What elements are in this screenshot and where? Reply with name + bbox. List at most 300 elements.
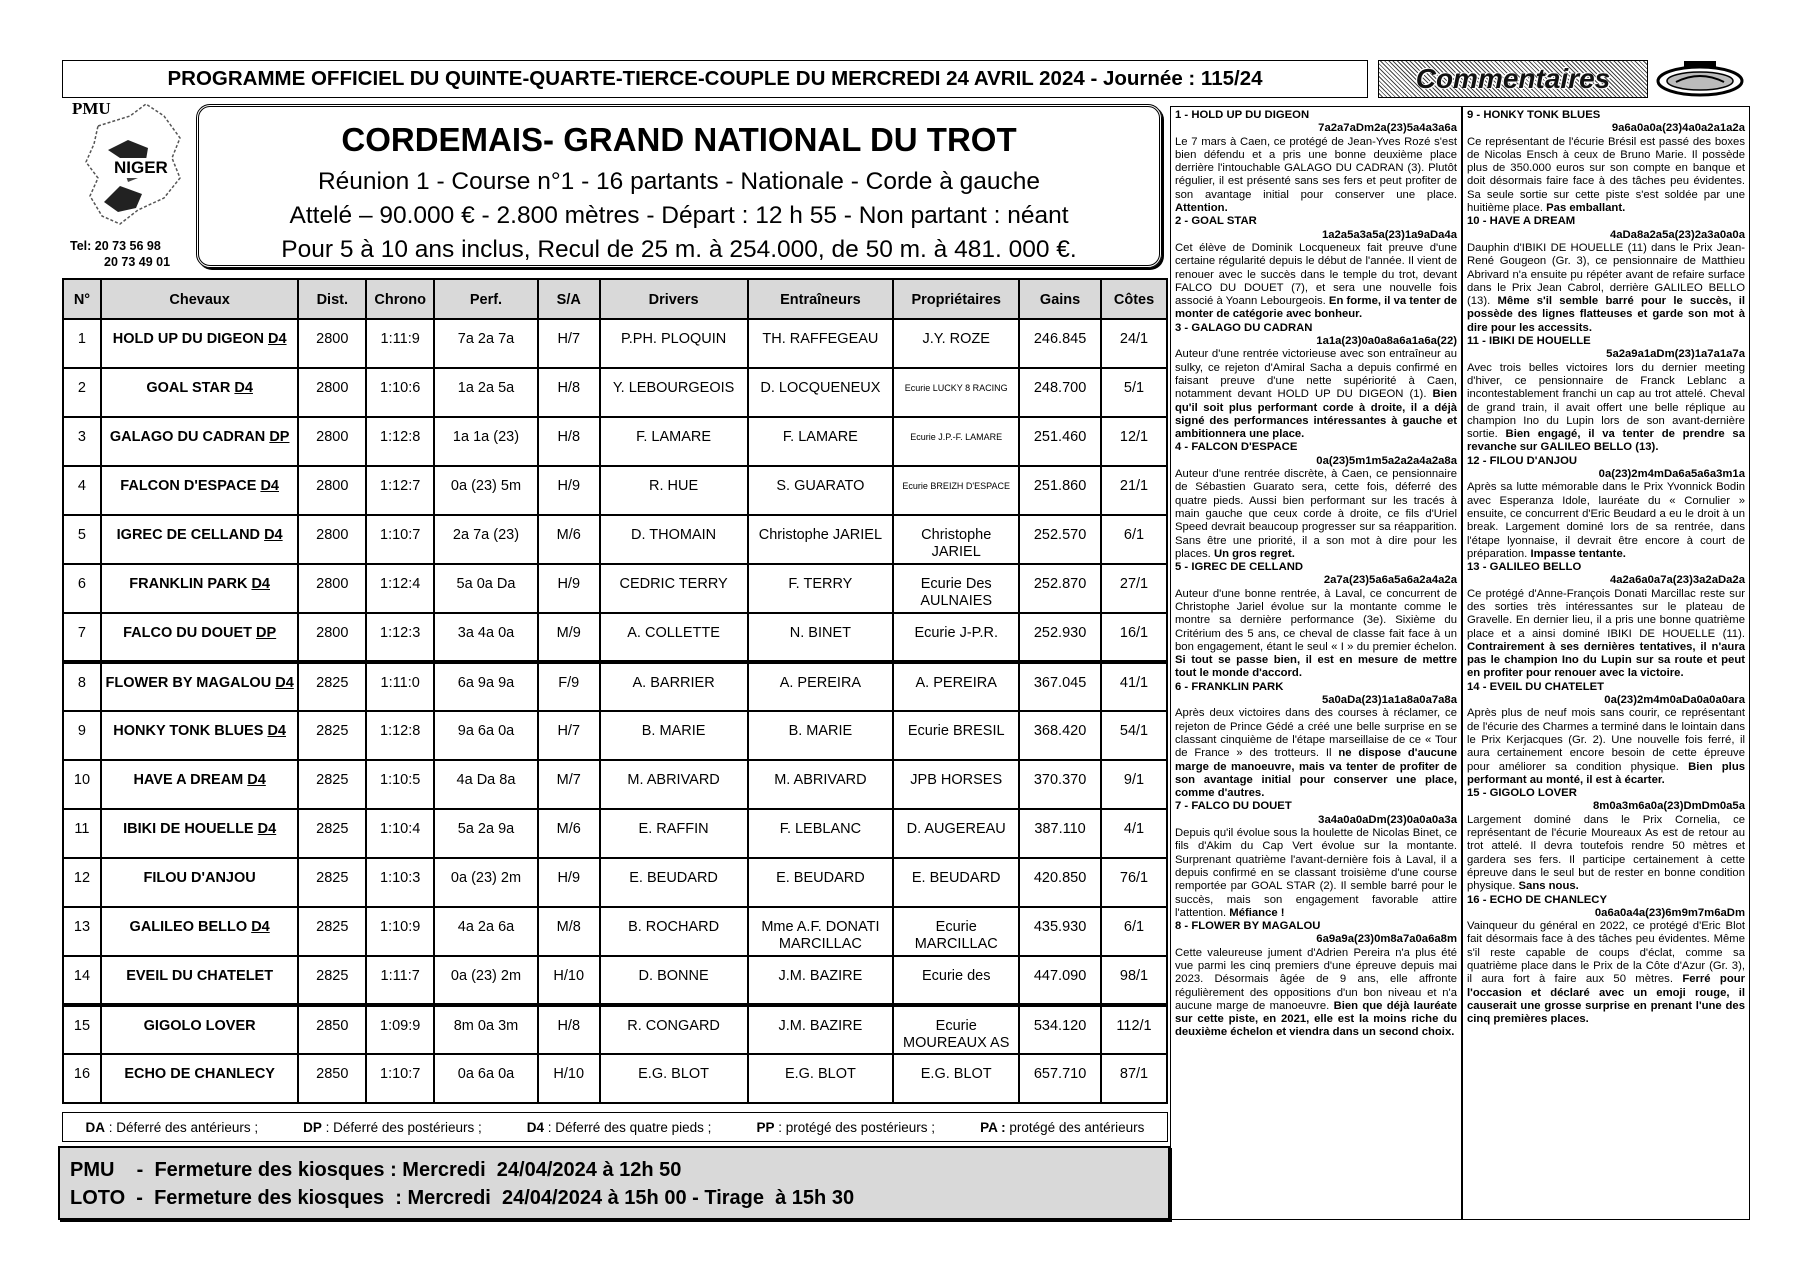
- driver-cell: B. MARIE: [600, 711, 748, 760]
- driver-cell: CEDRIC TERRY: [600, 564, 748, 613]
- driver-cell: F. LAMARE: [600, 417, 748, 466]
- runner-number-cell: 2: [63, 368, 101, 417]
- trainer-cell: J.M. BAZIRE: [748, 1005, 894, 1054]
- runner-number-cell: 3: [63, 417, 101, 466]
- shoeing-tag: D4: [257, 821, 277, 837]
- comment-form-code: 7a2a7aDm2a(23)5a4a3a6a: [1318, 122, 1457, 135]
- trainer-cell: A. PEREIRA: [748, 662, 894, 711]
- chrono-cell: 1:12:8: [366, 711, 434, 760]
- comment-text: [1467, 481, 1745, 561]
- comment-text: [1467, 588, 1745, 681]
- pmu-closing-line: PMU - Fermeture des kiosques : Mercredi 24/04/2024 à 12h 50: [70, 1159, 682, 1181]
- col-header-perf: Perf.: [434, 279, 538, 319]
- legend-item: [303, 1120, 482, 1135]
- runner-number-cell: 9: [63, 711, 101, 760]
- sex-age-cell: H/8: [538, 368, 600, 417]
- comment-body: Ce protégé d'Anne-François Donati Marcillac reste sur des sorties très intéressantes sur le plateau de Gravelle. En dernier lieu, il a pris une bonne quatrième place et a ainsi dominé IBIKI DE HOUELLE (11).: [1467, 587, 1745, 640]
- comment-verdict: Contrairement à ses dernières tentatives, il n'aura pas le champion Ino du Lupin sur sa route et peut en profiter pour renouer avec la victoire.: [1467, 640, 1745, 680]
- odds-cell: 112/1: [1101, 1005, 1167, 1054]
- owner-cell: J.Y. ROZE: [893, 319, 1019, 368]
- table-row: [63, 515, 1167, 564]
- gains-cell: 252.870: [1019, 564, 1101, 613]
- legend-item: [86, 1120, 259, 1135]
- legend-key: PA :: [980, 1119, 1006, 1135]
- horse-name-text: HOLD UP DU DIGEON: [112, 331, 264, 347]
- performance-cell: 7a 2a 7a: [434, 319, 538, 368]
- runner-number-cell: 13: [63, 907, 101, 956]
- legend-value: : Déferré des quatre pieds ;: [544, 1119, 712, 1135]
- performance-cell: 0a 6a 0a: [434, 1054, 538, 1103]
- owner-cell: A. PEREIRA: [893, 662, 1019, 711]
- comment-horse-title: 4 - FALCON D'ESPACE: [1175, 441, 1298, 454]
- odds-cell: 6/1: [1101, 907, 1167, 956]
- comment-horse-title: 14 - EVEIL DU CHATELET: [1467, 680, 1605, 693]
- comments-header: Commentaires: [1378, 60, 1648, 98]
- comment-verdict: Attention.: [1175, 202, 1228, 215]
- comment-verdict: Bien plus performant au monté, il est à écarter.: [1467, 760, 1746, 786]
- shoeing-tag: D4: [275, 675, 294, 691]
- owner-cell: Ecurie MARCILLAC: [893, 907, 1019, 956]
- comment-form-code: 3a4a0a0aDm(23)0a0a0a3a: [1318, 813, 1457, 826]
- distance-cell: 2825: [298, 711, 366, 760]
- odds-cell: 87/1: [1101, 1054, 1167, 1103]
- comment-form-code: 0a(23)2m4m0aDa0a0a0ara: [1604, 694, 1745, 707]
- trainer-cell: N. BINET: [748, 613, 894, 662]
- runner-number-cell: 5: [63, 515, 101, 564]
- odds-cell: 12/1: [1101, 417, 1167, 466]
- performance-cell: 0a (23) 5m: [434, 466, 538, 515]
- comment-form-code: 5a0aDa(23)1a1a8a0a7a8a: [1321, 694, 1457, 707]
- comment-text: [1175, 242, 1457, 322]
- col-header-distance: Dist.: [298, 279, 366, 319]
- gains-cell: 387.110: [1019, 809, 1101, 858]
- runner-number-cell: 4: [63, 466, 101, 515]
- distance-cell: 2825: [298, 760, 366, 809]
- comment-body: Cet élève de Dominik Locqueneux fait preuve d'une certaine régularité depuis le début de l'année. Il vient de renouer avec le succès dans le temple du trot, devant FALCO DU DOUET (7), et sera une nouvelle fois associé à Yoann Lebourgeois.: [1175, 241, 1457, 308]
- comment-form-code: 0a6a0a4a(23)6m9m7m6aDm: [1594, 906, 1745, 919]
- horse-name-cell: [101, 809, 298, 858]
- runner-number-cell: 6: [63, 564, 101, 613]
- comment-entry: [1175, 681, 1457, 801]
- odds-cell: 41/1: [1101, 662, 1167, 711]
- driver-cell: E. BEUDARD: [600, 858, 748, 907]
- distance-cell: 2825: [298, 907, 366, 956]
- comments-column-2: [1462, 106, 1750, 1220]
- comment-horse-title: 13 - GALILEO BELLO: [1467, 561, 1582, 574]
- comment-horse-title: 6 - FRANKLIN PARK: [1175, 680, 1284, 693]
- legend-key: DP: [303, 1119, 322, 1135]
- comment-body: Largement dominé dans le Prix Cornelia, ce représentant de l'écurie Moureaux As est de retour au trot attelé. Il devra toutefois rendre 50 mètres et gardera ses fers. Il participe certainement à cette épreuve dans le seul but de rester en bonne condition physique.: [1467, 813, 1745, 893]
- horse-name-text: ECHO DE CHANLECY: [124, 1066, 275, 1082]
- shoeing-tag: D4: [251, 919, 270, 935]
- comments-column-1: [1170, 106, 1462, 1220]
- shoeing-tag: DP: [256, 625, 277, 641]
- owner-cell: Christophe JARIEL: [893, 515, 1019, 564]
- distance-cell: 2800: [298, 613, 366, 662]
- comment-verdict: Sans nous.: [1518, 880, 1579, 893]
- comment-text: [1175, 468, 1457, 561]
- col-header-sex-age: S/A: [538, 279, 600, 319]
- comment-form-code: 0a(23)2m4mDa6a5a6a3m1a: [1598, 468, 1745, 481]
- comment-horse-title: 10 - HAVE A DREAM: [1467, 215, 1576, 228]
- legend-item: [756, 1120, 935, 1135]
- comment-body: Après plus de neuf mois sans courir, ce représentant de l'écurie des Charmes a terminé dans le lointain dans le Prix Kerjacques (Gr. 2). Une nouvelle fois ferré, il aura certainement encore besoin de cette épreuve pour améliorer sa condition physique.: [1467, 707, 1745, 773]
- table-row: [63, 466, 1167, 515]
- comment-text: [1467, 814, 1745, 894]
- driver-cell: E.G. BLOT: [600, 1054, 748, 1103]
- comment-text: [1175, 827, 1457, 920]
- distance-cell: 2800: [298, 417, 366, 466]
- comment-horse-title: 8 - FLOWER BY MAGALOU: [1175, 920, 1321, 933]
- sex-age-cell: M/6: [538, 515, 600, 564]
- comment-text: [1467, 136, 1745, 216]
- comment-verdict: Ferré pour l'occasion et déclaré avec un emoji rouge, il causerait une grosse surprise en prenant l'une des cinq premières places.: [1467, 973, 1746, 1026]
- comment-verdict: Même s'il semble barré pour le succès, il possède des lignes flatteuses et garde son mot à dire pour les accessits.: [1467, 295, 1745, 334]
- comment-horse-title: 16 - ECHO DE CHANLECY: [1467, 893, 1607, 906]
- comment-entry: [1175, 441, 1457, 561]
- sex-age-cell: M/6: [538, 809, 600, 858]
- pmu-ring-logo-icon: [1654, 60, 1746, 98]
- gains-cell: 420.850: [1019, 858, 1101, 907]
- odds-cell: 98/1: [1101, 956, 1167, 1005]
- owner-cell: Ecurie Des AULNAIES: [893, 564, 1019, 613]
- legend-value: : Déferré des postérieurs ;: [321, 1119, 482, 1135]
- gains-cell: 657.710: [1019, 1054, 1101, 1103]
- col-header-drivers: Drivers: [600, 279, 748, 319]
- trainer-cell: J.M. BAZIRE: [748, 956, 894, 1005]
- sex-age-cell: H/8: [538, 1005, 600, 1054]
- table-row: [63, 319, 1167, 368]
- comment-verdict: Bien que déjà lauréate sur cette piste, en 2021, elle est la moins riche du deuxième échelon et viendra dans un second choix.: [1175, 999, 1457, 1039]
- horse-name-cell: [101, 368, 298, 417]
- comment-body: Depuis qu'il évolue sous la houlette de Nicolas Binet, ce fils d'Akim du Cap Vert évolue sur la montante. Surprenant quatrième l'avant-dernière fois à Laval, il a depuis confirmé en se classant troisième d'une course remportée par GOAL STAR (2). Il semble barré pour le succès, mais son engagement favorable attire l'attention.: [1175, 827, 1457, 919]
- trainer-cell: E.G. BLOT: [748, 1054, 894, 1103]
- trainer-cell: TH. RAFFEGEAU: [748, 319, 894, 368]
- distance-cell: 2825: [298, 956, 366, 1005]
- col-header-odds: Côtes: [1101, 279, 1167, 319]
- trainer-cell: E. BEUDARD: [748, 858, 894, 907]
- performance-cell: 9a 6a 0a: [434, 711, 538, 760]
- shoeing-tag: D4: [234, 380, 253, 396]
- col-header-horses: Chevaux: [101, 279, 298, 319]
- performance-cell: 0a (23) 2m: [434, 956, 538, 1005]
- comment-horse-title: 11 - IBIKI DE HOUELLE: [1467, 335, 1591, 348]
- comment-body: Auteur d'une bonne rentrée, à Laval, ce concurrent de Christophe Jariel évolue sur la montante comme le montre sa dernière performance (3e). Sixième du Critérium des 5 ans, ce cheval de classe fait face à un bon engagement, étant le seul « I » du premier échelon.: [1175, 587, 1457, 653]
- gains-cell: 252.930: [1019, 613, 1101, 662]
- logo-text-pmu: PMU: [72, 99, 111, 118]
- horse-name-cell: [101, 515, 298, 564]
- odds-cell: 4/1: [1101, 809, 1167, 858]
- horse-name-cell: [101, 907, 298, 956]
- comment-form-code: 1a1a(23)0a0a8a6a1a6a(22): [1316, 335, 1457, 348]
- performance-cell: 3a 4a 0a: [434, 613, 538, 662]
- loto-closing-line: LOTO - Fermeture des kiosques : Mercredi 24/04/2024 à 15h 00 - Tirage à 15h 30: [70, 1187, 855, 1209]
- trainer-cell: F. TERRY: [748, 564, 894, 613]
- distance-cell: 2825: [298, 858, 366, 907]
- comment-body: Le 7 mars à Caen, ce protégé de Jean-Yves Rozé s'est bien défendu et a pris une bonne deuxième place derrière l'intouchable GALAGO DU CADRAN (3). Plutôt régulier, il est présenté sans ses fers et peut profiter de son avantage initial pour conserver une place.: [1175, 135, 1457, 201]
- chrono-cell: 1:10:7: [366, 515, 434, 564]
- gains-cell: 534.120: [1019, 1005, 1101, 1054]
- horse-name-cell: [101, 319, 298, 368]
- chrono-cell: 1:10:3: [366, 858, 434, 907]
- odds-cell: 54/1: [1101, 711, 1167, 760]
- driver-cell: A. BARRIER: [600, 662, 748, 711]
- chrono-cell: 1:12:4: [366, 564, 434, 613]
- col-header-owners: Propriétaires: [893, 279, 1019, 319]
- comment-entry: [1175, 322, 1457, 442]
- driver-cell: P.PH. PLOQUIN: [600, 319, 748, 368]
- col-header-trainers: Entraîneurs: [748, 279, 894, 319]
- sex-age-cell: H/7: [538, 319, 600, 368]
- comment-text: [1467, 707, 1745, 787]
- sex-age-cell: H/7: [538, 711, 600, 760]
- comment-horse-title: 5 - IGREC DE CELLAND: [1175, 561, 1304, 574]
- comment-body: Après deux victoires dans des courses à réclamer, ce rejeton de Prince Gédé a créé une belle surprise en se classant cinquième de l'étape marseillaise de ce « Tour de France » des trotteurs. Il: [1175, 707, 1457, 760]
- owner-cell: E.G. BLOT: [893, 1054, 1019, 1103]
- odds-cell: 6/1: [1101, 515, 1167, 564]
- horse-name-text: GIGOLO LOVER: [143, 1018, 256, 1034]
- performance-cell: 5a 0a Da: [434, 564, 538, 613]
- closing-times-box: [58, 1146, 1170, 1220]
- horse-name-cell: [101, 466, 298, 515]
- comment-verdict: Bien qu'il soit plus performant corde à droite, il a déjà signé des performances intéressantes à gauche et ambitionnera une place.: [1175, 388, 1458, 441]
- driver-cell: M. ABRIVARD: [600, 760, 748, 809]
- sex-age-cell: H/10: [538, 1054, 600, 1103]
- trainer-cell: F. LEBLANC: [748, 809, 894, 858]
- runner-number-cell: 14: [63, 956, 101, 1005]
- gains-cell: 251.860: [1019, 466, 1101, 515]
- comment-form-code: 8m0a3m6a0a(23)DmDm0a5a: [1593, 800, 1745, 813]
- runner-number-cell: 16: [63, 1054, 101, 1103]
- sex-age-cell: M/7: [538, 760, 600, 809]
- gains-cell: 248.700: [1019, 368, 1101, 417]
- comment-text: [1175, 136, 1457, 216]
- owner-cell: Ecurie BRESIL: [893, 711, 1019, 760]
- gains-cell: 246.845: [1019, 319, 1101, 368]
- chrono-cell: 1:09:9: [366, 1005, 434, 1054]
- horse-name-text: IGREC DE CELLAND: [116, 527, 261, 543]
- comment-form-code: 1a2a5a3a5a(23)1a9aDa4a: [1321, 228, 1457, 241]
- comment-form-code: 2a7a(23)5a6a5a6a2a4a2a: [1323, 574, 1457, 587]
- gains-cell: 370.370: [1019, 760, 1101, 809]
- comment-text: [1175, 588, 1457, 681]
- odds-cell: 16/1: [1101, 613, 1167, 662]
- comment-body: Après sa lutte mémorable dans le Prix Yvonnick Bodin avec Esperanza Idole, lauréate du « Cornulier » ensuite, ce concurrent d'Eric Beudard a eu le droit à un break. Largement dominé lors de sa rentrée, dans l'étape lyonnaise, il devrait être encore à court de préparation.: [1467, 481, 1745, 560]
- shoeing-tag: D4: [267, 723, 286, 739]
- shoeing-tag: DP: [269, 429, 290, 445]
- driver-cell: D. BONNE: [600, 956, 748, 1005]
- odds-cell: 27/1: [1101, 564, 1167, 613]
- sex-age-cell: F/9: [538, 662, 600, 711]
- telephone-block: [70, 238, 190, 270]
- performance-cell: 6a 9a 9a: [434, 662, 538, 711]
- runner-number-cell: 15: [63, 1005, 101, 1054]
- race-details-1: Réunion 1 - Course n°1 - 16 partants - Nationale - Corde à gauche: [317, 168, 1041, 195]
- horse-name-text: FRANKLIN PARK: [129, 576, 248, 592]
- distance-cell: 2850: [298, 1054, 366, 1103]
- comment-text: [1175, 707, 1457, 800]
- comment-form-code: 9a6a0a0a(23)4a0a2a1a2a: [1611, 122, 1745, 135]
- trainer-cell: Christophe JARIEL: [748, 515, 894, 564]
- odds-cell: 24/1: [1101, 319, 1167, 368]
- horse-name-text: HAVE A DREAM: [133, 772, 244, 788]
- chrono-cell: 1:10:9: [366, 907, 434, 956]
- comment-entry: [1467, 455, 1745, 561]
- gains-cell: 368.420: [1019, 711, 1101, 760]
- performance-cell: 0a (23) 2m: [434, 858, 538, 907]
- comment-horse-title: 1 - HOLD UP DU DIGEON: [1175, 109, 1310, 121]
- shoeing-tag: D4: [267, 331, 287, 347]
- owner-cell: Ecurie BREIZH D'ESPACE: [893, 466, 1019, 515]
- table-row: [63, 907, 1167, 956]
- runner-number-cell: 7: [63, 613, 101, 662]
- legend-value: : protégé des postérieurs ;: [774, 1119, 936, 1135]
- shoeing-legend: [62, 1112, 1168, 1142]
- comment-entry: [1467, 787, 1745, 893]
- comment-body: Avec trois belles victoires lors du dernier meeting d'hiver, ce pensionnaire de Franck Leblanc a incontestablement franchi un cap au trot attelé. Cheval de grand train, il avait offert une belle réplique au champion Ino du Lupin lors de son avant-dernière sortie.: [1467, 361, 1745, 441]
- legend-item: [980, 1120, 1144, 1135]
- table-row: [63, 956, 1167, 1005]
- performance-cell: 5a 2a 9a: [434, 809, 538, 858]
- comment-entry: [1467, 335, 1745, 455]
- legend-key: PP: [756, 1119, 775, 1135]
- comment-form-code: 5a2a9a1aDm(23)1a7a1a7a: [1606, 348, 1745, 361]
- comment-form-code: 4aDa8a2a5a(23)2a3a0a0a: [1609, 228, 1745, 241]
- sex-age-cell: H/9: [538, 564, 600, 613]
- chrono-cell: 1:12:3: [366, 613, 434, 662]
- owner-cell: Ecurie J-P.R.: [893, 613, 1019, 662]
- horse-name-text: EVEIL DU CHATELET: [126, 968, 274, 984]
- table-row: [63, 368, 1167, 417]
- performance-cell: 4a Da 8a: [434, 760, 538, 809]
- legend-key: DA: [85, 1119, 106, 1135]
- comment-entry: [1467, 109, 1745, 215]
- horse-name-text: HONKY TONK BLUES: [113, 723, 264, 739]
- sex-age-cell: H/8: [538, 417, 600, 466]
- chrono-cell: 1:10:5: [366, 760, 434, 809]
- table-row: [63, 711, 1167, 760]
- comment-verdict: ne dispose d'aucune marge de manoeuvre, mais va tenter de profiter de son avantage initial pour conserver une place, comme d'autres.: [1175, 747, 1458, 800]
- chrono-cell: 1:11:9: [366, 319, 434, 368]
- gains-cell: 447.090: [1019, 956, 1101, 1005]
- sex-age-cell: H/10: [538, 956, 600, 1005]
- horse-name-cell: [101, 564, 298, 613]
- trainer-cell: M. ABRIVARD: [748, 760, 894, 809]
- distance-cell: 2825: [298, 662, 366, 711]
- chrono-cell: 1:11:0: [366, 662, 434, 711]
- owner-cell: Ecurie des: [893, 956, 1019, 1005]
- comment-entry: [1467, 894, 1745, 1027]
- telephone-2: 20 73 49 01: [104, 255, 171, 269]
- chrono-cell: 1:11:7: [366, 956, 434, 1005]
- telephone-1: Tel: 20 73 56 98: [70, 239, 161, 253]
- horse-name-cell: [101, 417, 298, 466]
- comment-verdict: Pas emballant.: [1546, 202, 1626, 215]
- trainer-cell: S. GUARATO: [748, 466, 894, 515]
- horse-name-cell: [101, 1054, 298, 1103]
- table-row: [63, 1005, 1167, 1054]
- distance-cell: 2825: [298, 809, 366, 858]
- owner-cell: E. BEUDARD: [893, 858, 1019, 907]
- horse-name-cell: [101, 760, 298, 809]
- comment-entry: [1175, 920, 1457, 1040]
- comment-text: [1175, 348, 1457, 441]
- distance-cell: 2800: [298, 515, 366, 564]
- shoeing-tag: D4: [260, 478, 279, 494]
- comment-body: Dauphin d'IBIKI DE HOUELLE (11) dans le Prix Jean-René Gougeon (Gr. 3), ce pensionnaire de Matthieu Abrivard n'a ensuite pu répéter avant de refaire surface dans le Prix Jean Cabrol, derrière GALILEO BELLO (13).: [1467, 241, 1745, 308]
- performance-cell: 1a 1a (23): [434, 417, 538, 466]
- shoeing-tag: D4: [264, 527, 283, 543]
- odds-cell: 9/1: [1101, 760, 1167, 809]
- runner-number-cell: 8: [63, 662, 101, 711]
- comment-entry: [1175, 109, 1457, 215]
- horse-name-text: FALCON D'ESPACE: [120, 478, 257, 494]
- odds-cell: 5/1: [1101, 368, 1167, 417]
- horse-name-text: GALAGO DU CADRAN: [109, 429, 266, 445]
- shoeing-tag: D4: [251, 576, 270, 592]
- driver-cell: A. COLLETTE: [600, 613, 748, 662]
- distance-cell: 2800: [298, 466, 366, 515]
- comment-verdict: Méfiance !: [1229, 906, 1285, 919]
- sex-age-cell: M/8: [538, 907, 600, 956]
- comment-body: Auteur d'une rentrée discrète, à Caen, ce pensionnaire de Sébastien Guarato sera, cette fois, déferré des quatre pieds. Aussi bien performant sur les tracés à main gauche que ceux corde à droite, ce fils d'Uriel Speed devrait beaucoup progresser sur sa réapparition. Sans être une priorité, il a son mot à dire pour les places.: [1175, 468, 1457, 560]
- comment-entry: [1467, 561, 1745, 681]
- trainer-cell: F. LAMARE: [748, 417, 894, 466]
- chrono-cell: 1:10:4: [366, 809, 434, 858]
- table-row: [63, 564, 1167, 613]
- trainer-cell: B. MARIE: [748, 711, 894, 760]
- comment-text: [1467, 362, 1745, 455]
- comment-entry: [1467, 681, 1745, 787]
- horse-name-text: IBIKI DE HOUELLE: [123, 821, 254, 837]
- distance-cell: 2850: [298, 1005, 366, 1054]
- distance-cell: 2800: [298, 368, 366, 417]
- driver-cell: R. HUE: [600, 466, 748, 515]
- legend-key: D4: [526, 1119, 545, 1135]
- gains-cell: 252.570: [1019, 515, 1101, 564]
- owner-cell: Ecurie J.P.-F. LAMARE: [893, 417, 1019, 466]
- owner-cell: JPB HORSES: [893, 760, 1019, 809]
- runner-number-cell: 12: [63, 858, 101, 907]
- comment-text: [1175, 947, 1457, 1040]
- performance-cell: 2a 7a (23): [434, 515, 538, 564]
- driver-cell: E. RAFFIN: [600, 809, 748, 858]
- runners-table: [62, 278, 1168, 1104]
- driver-cell: R. CONGARD: [600, 1005, 748, 1054]
- comment-text: [1467, 920, 1745, 1026]
- horse-name-text: FALCO DU DOUET: [123, 625, 252, 641]
- horse-name-text: GALILEO BELLO: [129, 919, 248, 935]
- comment-form-code: 0a(23)5m1m5a2a2a4a2a8a: [1316, 454, 1457, 467]
- gains-cell: 435.930: [1019, 907, 1101, 956]
- race-title: CORDEMAIS- GRAND NATIONAL DU TROT: [341, 121, 1017, 158]
- comment-entry: [1175, 800, 1457, 920]
- comment-body: Ce représentant de l'écurie Brésil est passé des boxes de Nicolas Ensch à ceux de Bruno Marie. Il possède plus de 350.000 euros sur son compte en banque et doit désormais faire face à des tâches peu évidentes. Sa seule sortie sur cette piste s'est soldée par une huitième place.: [1467, 135, 1745, 215]
- comment-verdict: Bien engagé, il va tenter de prendre sa revanche sur GALILEO BELLO (13).: [1467, 428, 1746, 454]
- horse-name-text: GOAL STAR: [146, 380, 231, 396]
- comment-horse-title: 2 - GOAL STAR: [1175, 215, 1257, 228]
- comment-body: Vainqueur du général en 2022, ce protégé d'Eric Blot fait désormais face à des tâches peu évidentes. Même s'il reste capable de coups d'éclat, comme sa quatrième place dans le Prix de la Côte d'Azur (Gr. 3), il aura fort à faire aux 50 mètres.: [1467, 920, 1745, 986]
- sex-age-cell: H/9: [538, 858, 600, 907]
- pmu-niger-logo: [68, 98, 188, 236]
- performance-cell: 1a 2a 5a: [434, 368, 538, 417]
- horse-name-cell: [101, 1005, 298, 1054]
- table-row: [63, 613, 1167, 662]
- horse-name-cell: [101, 711, 298, 760]
- race-details-2: Attelé – 90.000 € - 2.800 mètres - Départ : 12 h 55 - Non partant : néant: [289, 202, 1069, 229]
- comment-horse-title: 7 - FALCO DU DOUET: [1175, 800, 1292, 813]
- horse-name-text: FILOU D'ANJOU: [143, 870, 256, 886]
